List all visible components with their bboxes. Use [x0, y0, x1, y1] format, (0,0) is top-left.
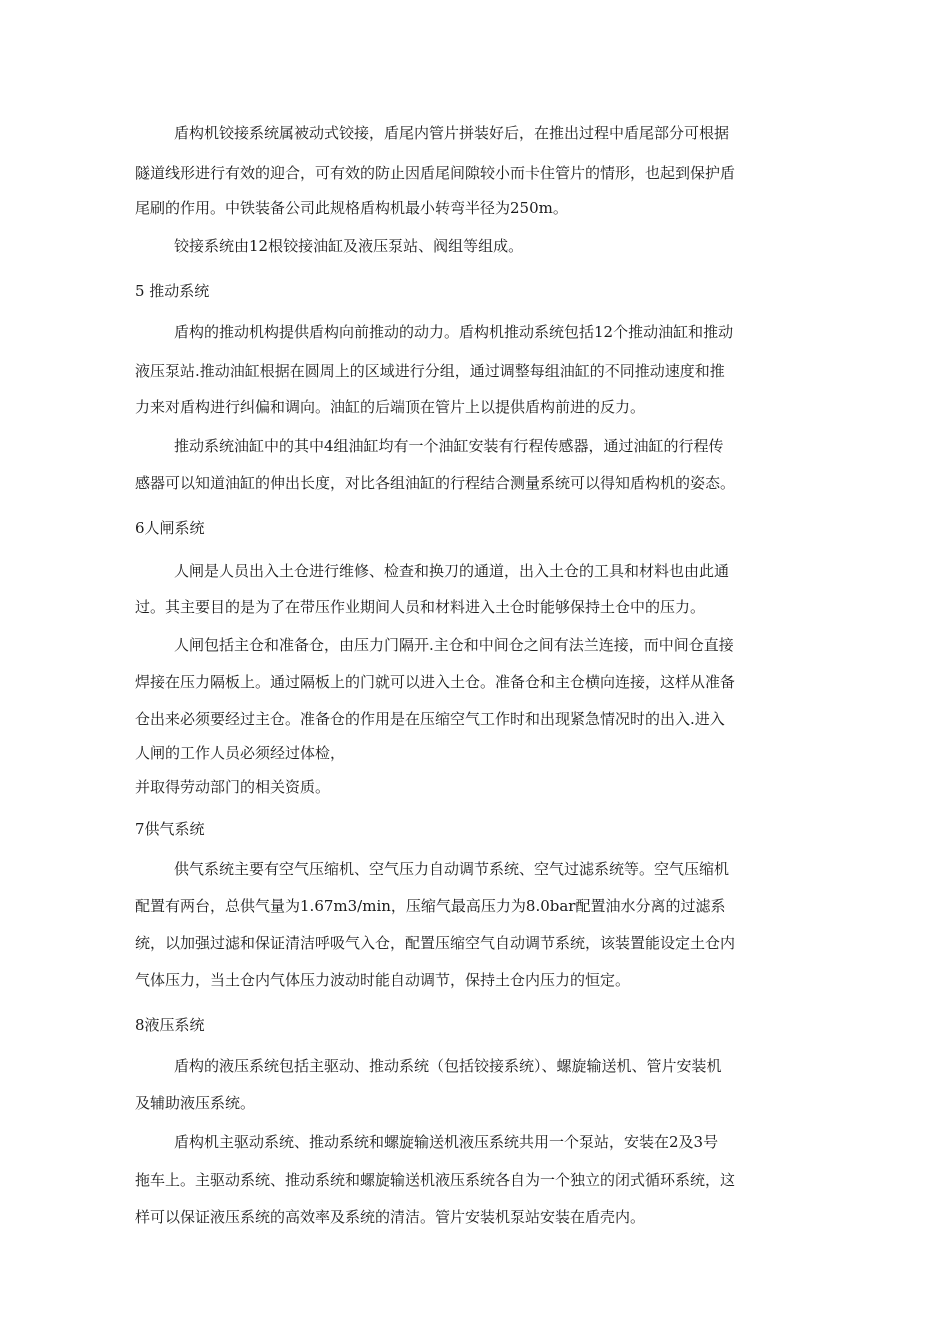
- text-line: 人闸的工作人员必须经过体检，: [135, 744, 346, 762]
- text-line: 隧道线形进行有效的迎合，可有效的防止因盾尾间隙较小而卡住管片的情形，也起到保护盾: [135, 164, 736, 182]
- text-line: 气体压力，当土仓内气体压力波动时能自动调节，保持土仓内压力的恒定。: [135, 971, 631, 989]
- text-line: 盾构的液压系统包括主驱动、推动系统（包括铰接系统）、螺旋输送机、管片安装机: [174, 1057, 722, 1075]
- text-line: 统，以加强过滤和保证清洁呼吸气入仓，配置压缩空气自动调节系统，该装置能设定土仓内: [135, 934, 736, 952]
- text-line: 铰接系统由12根铰接油缸及液压泵站、阀组等组成。: [174, 237, 524, 255]
- text-line: 盾构机铰接系统属被动式铰接，盾尾内管片拼装好后，在推出过程中盾尾部分可根据: [174, 124, 730, 142]
- text-line: 推动系统油缸中的其中4组油缸均有一个油缸安装有行程传感器，通过油缸的行程传: [174, 437, 724, 455]
- text-line: 尾刷的作用。中铁装备公司此规格盾构机最小转弯半径为250m。: [135, 199, 568, 217]
- section-heading-air-supply: 7供气系统: [135, 820, 205, 838]
- text-line: 拖车上。主驱动系统、推动系统和螺旋输送机液压系统各自为一个独立的闭式循环系统，这: [135, 1171, 736, 1189]
- text-line: 及辅助液压系统。: [135, 1094, 256, 1112]
- text-line: 配置有两台，总供气量为1.67m3/min，压缩气最高压力为8.0bar配置油水分离的过滤系: [135, 897, 726, 915]
- text-line: 人闸包括主仓和准备仓，由压力门隔开.主仓和中间仓之间有法兰连接，而中间仓直接: [174, 636, 734, 654]
- section-heading-propulsion: 5 推动系统: [135, 282, 210, 300]
- text-line: 并取得劳动部门的相关资质。: [135, 778, 331, 796]
- section-heading-hydraulic: 8液压系统: [135, 1016, 205, 1034]
- text-line: 盾构机主驱动系统、推动系统和螺旋输送机液压系统共用一个泵站，安装在2及3号: [174, 1133, 719, 1151]
- section-heading-airlock: 6人闸系统: [135, 519, 205, 537]
- text-line: 液压泵站.推动油缸根据在圆周上的区域进行分组，通过调整每组油缸的不同推动速度和推: [135, 362, 725, 380]
- text-line: 感器可以知道油缸的伸出长度，对比各组油缸的行程结合测量系统可以得知盾构机的姿态。: [135, 474, 736, 492]
- text-line: 焊接在压力隔板上。通过隔板上的门就可以进入土仓。准备仓和主仓横向连接，这样从准备: [135, 673, 736, 691]
- text-line: 过。其主要目的是为了在带压作业期间人员和材料进入土仓时能够保持土仓中的压力。: [135, 598, 706, 616]
- text-line: 样可以保证液压系统的高效率及系统的清洁。管片安装机泵站安装在盾壳内。: [135, 1208, 646, 1226]
- text-line: 盾构的推动机构提供盾构向前推动的动力。盾构机推动系统包括12个推动油缸和推动: [174, 323, 734, 341]
- text-line: 仓出来必须要经过主仓。准备仓的作用是在压缩空气工作时和出现紧急情况时的出入.进入: [135, 710, 725, 728]
- text-line: 供气系统主要有空气压缩机、空气压力自动调节系统、空气过滤系统等。空气压缩机: [174, 860, 730, 878]
- text-line: 人闸是人员出入土仓进行维修、检查和换刀的通道，出入土仓的工具和材料也由此通: [174, 562, 730, 580]
- text-line: 力来对盾构进行纠偏和调向。油缸的后端顶在管片上以提供盾构前进的反力。: [135, 398, 646, 416]
